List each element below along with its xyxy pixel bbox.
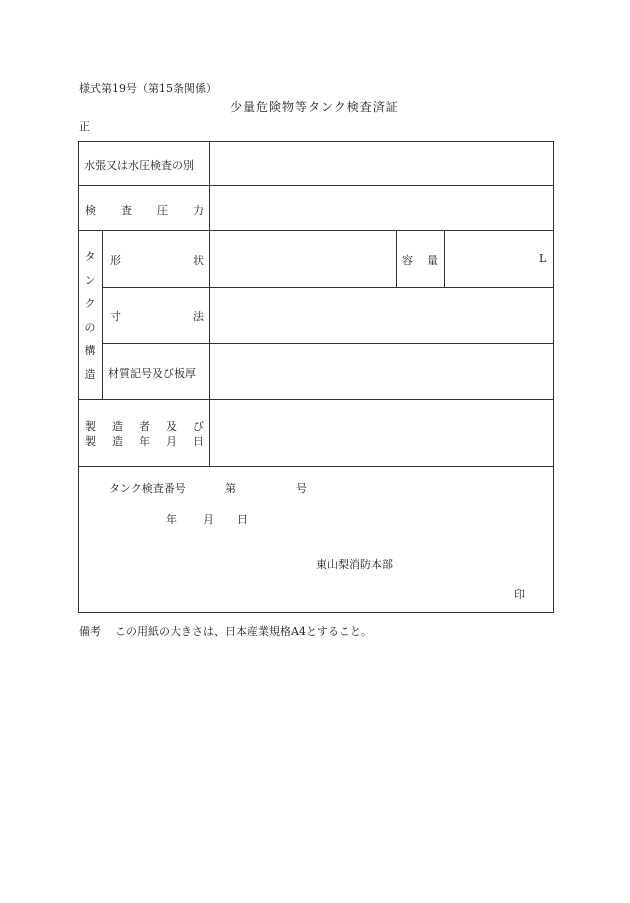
capacity-label: 容 量 [402, 254, 438, 267]
row-divider [102, 287, 553, 288]
note-text: この用紙の大きさは、日本産業規格A4とすること。 [115, 625, 372, 638]
inspection-number-label: タンク検査番号 [109, 482, 186, 495]
page-title: 少量危険物等タンク検査済証 [230, 100, 399, 114]
label-column-divider [209, 141, 210, 466]
manufacture-date-label: 製 造 年 月 日 [85, 435, 204, 448]
seal-mark: 印 [514, 588, 525, 601]
date-month: 月 [203, 513, 214, 526]
row-divider [78, 399, 553, 400]
row-divider [78, 466, 553, 467]
date-day: 日 [237, 513, 248, 526]
structure-column-divider [102, 230, 103, 399]
structure-label: タ ン ク の 構 造 [84, 250, 96, 381]
inspection-number-prefix: 第 [225, 482, 236, 495]
pressure-label: 検 査 圧 力 [85, 204, 204, 217]
dimension-label: 寸 法 [110, 310, 204, 323]
shape-label: 形 状 [110, 254, 204, 267]
capacity-divider [396, 230, 397, 287]
row-divider [78, 185, 553, 186]
note-label: 備考 [79, 625, 101, 638]
material-label: 材質記号及び板厚 [108, 367, 196, 380]
form-number: 様式第19号（第15条関係） [79, 82, 217, 95]
note [79, 623, 372, 639]
inspection-number-suffix: 号 [296, 482, 307, 495]
capacity-unit: L [539, 252, 547, 265]
issuer-name: 東山梨消防本部 [316, 558, 393, 571]
date-year: 年 [166, 513, 177, 526]
row-divider [78, 230, 553, 231]
copy-mark: 正 [79, 120, 90, 133]
capacity-divider [444, 230, 445, 287]
maker-label: 製 造 者 及 び [85, 420, 204, 433]
inspection-type-label: 水張又は水圧検査の別 [84, 159, 194, 172]
row-divider [102, 343, 553, 344]
